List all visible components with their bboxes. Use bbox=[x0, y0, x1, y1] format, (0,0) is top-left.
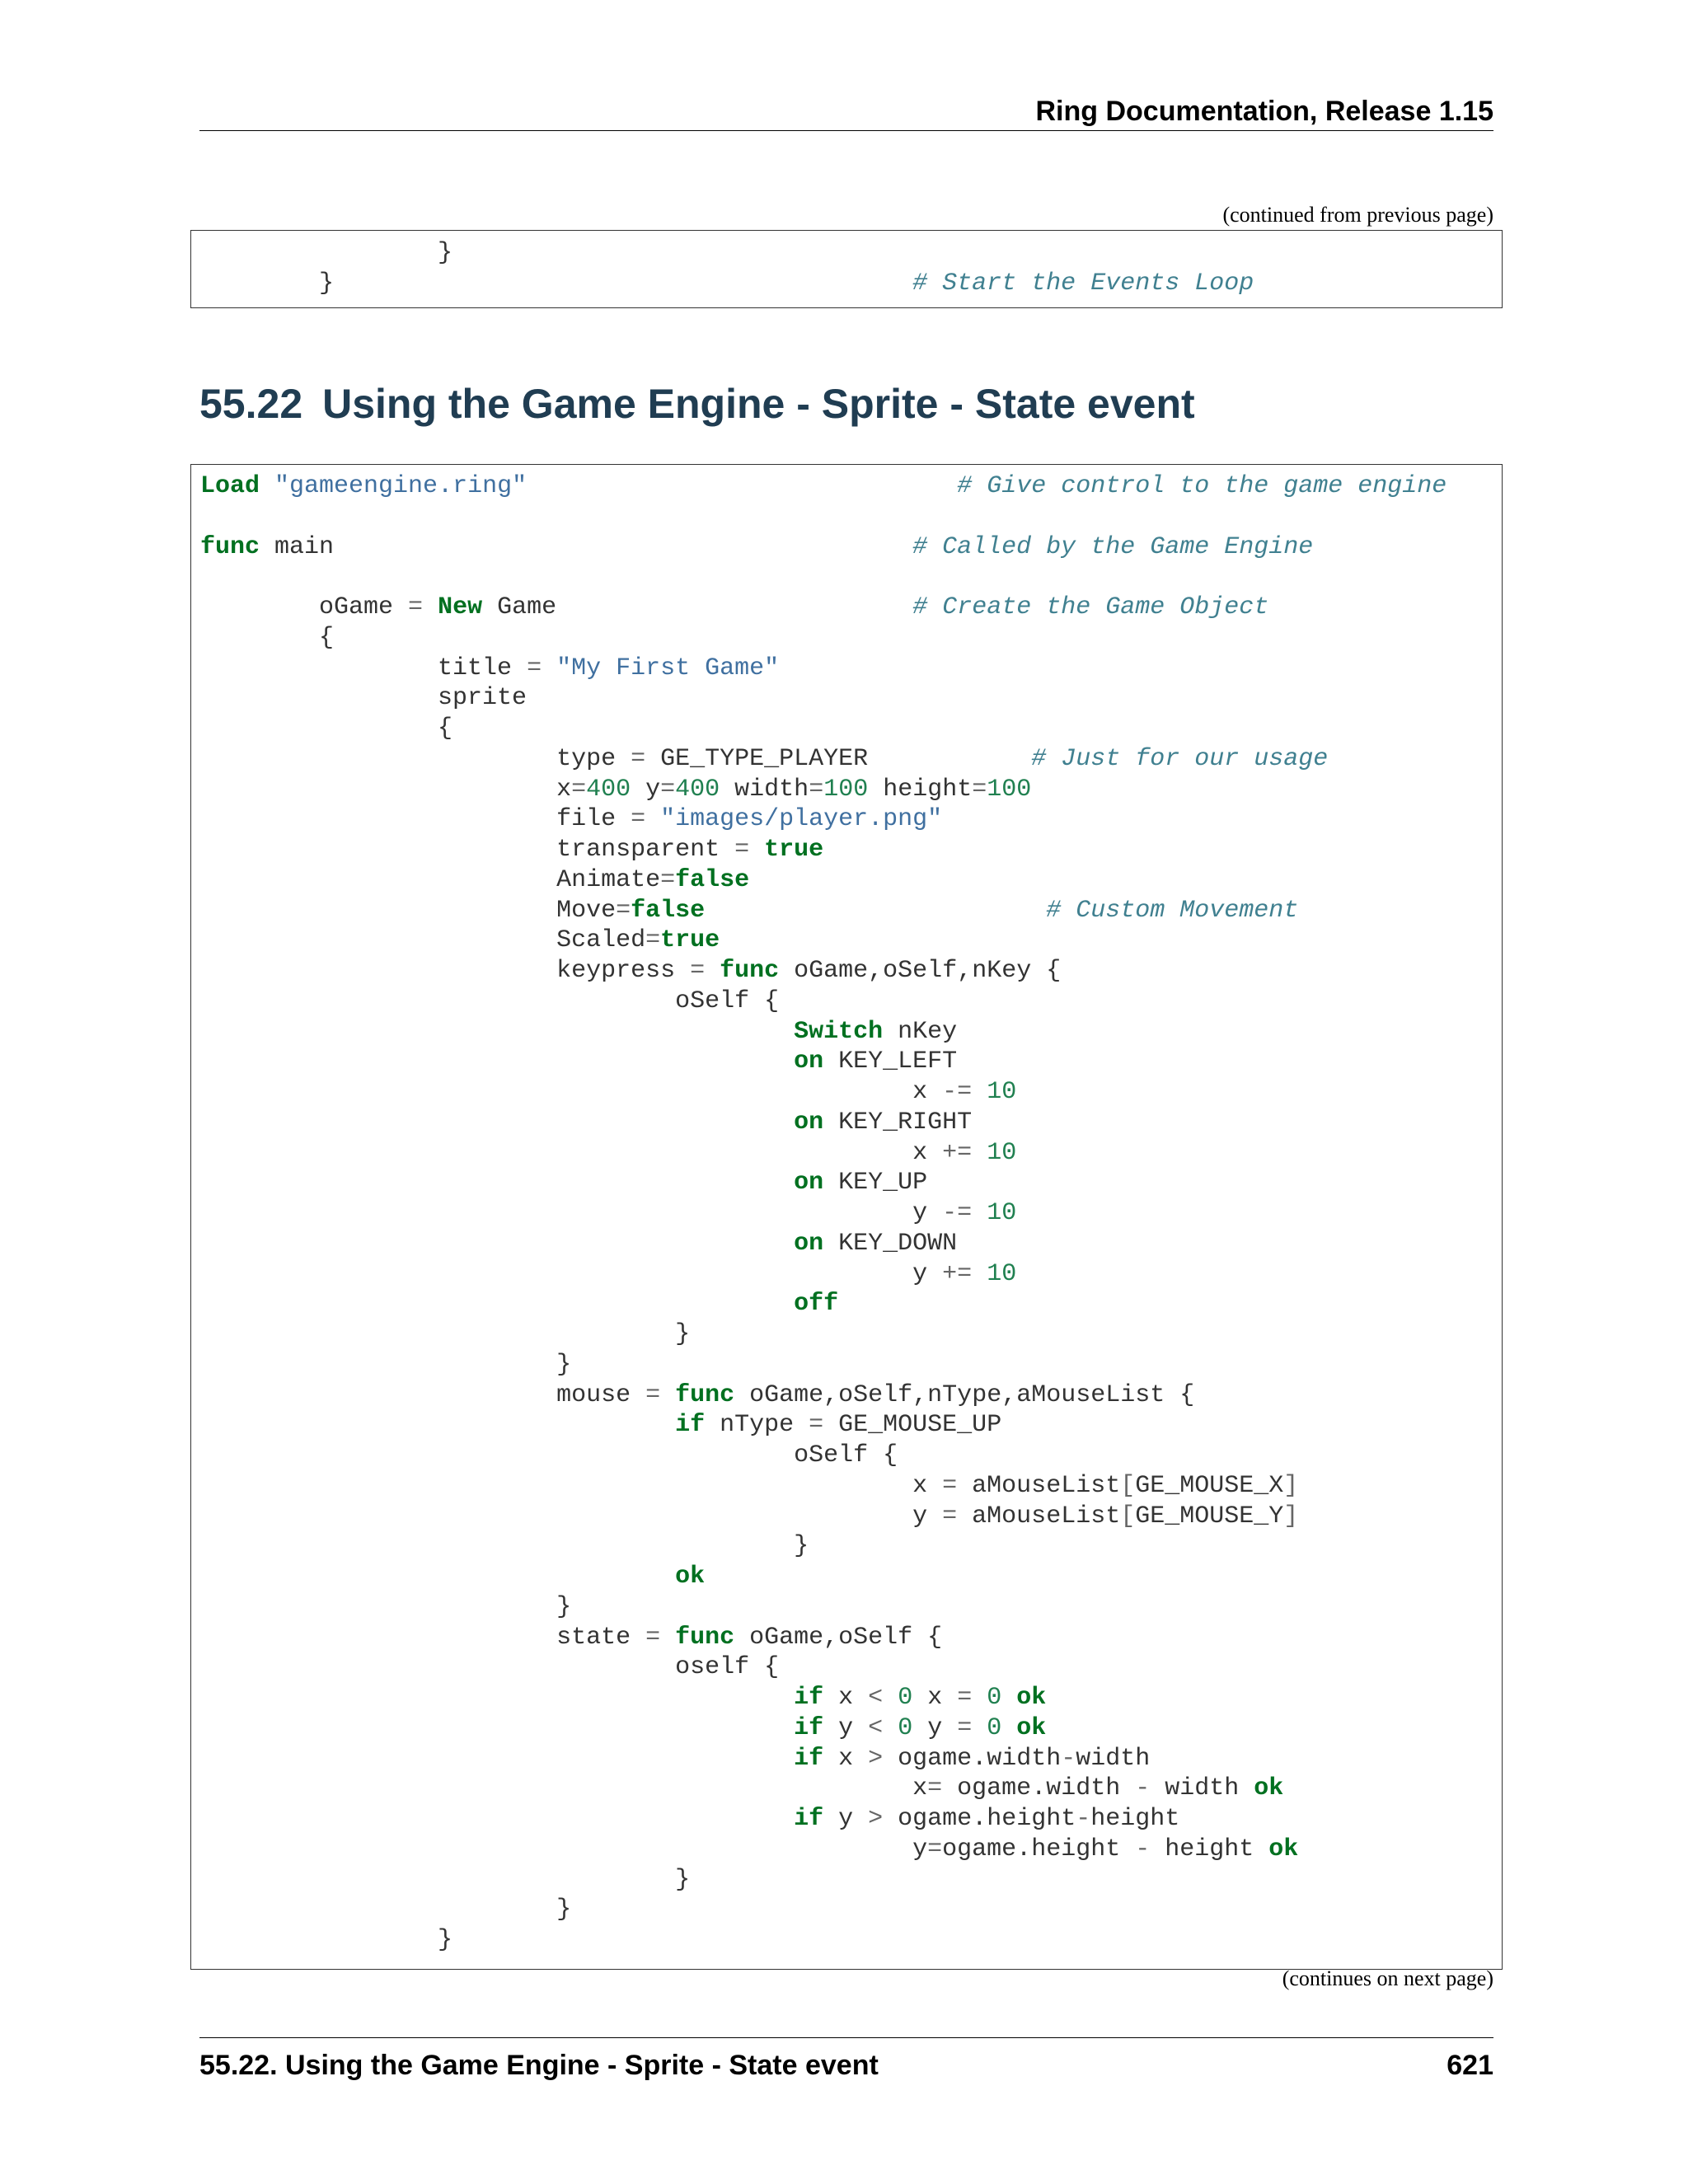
code-token: { bbox=[200, 715, 453, 743]
code-line bbox=[200, 1562, 1502, 1592]
code-token: if bbox=[794, 1684, 824, 1712]
code-token: } bbox=[200, 239, 453, 267]
code-line bbox=[200, 775, 1502, 805]
section-number: 55.22 bbox=[199, 381, 303, 427]
running-header: Ring Documentation, Release 1.15 bbox=[1035, 96, 1493, 127]
code-token: > bbox=[868, 1744, 884, 1773]
code-token: oGame bbox=[200, 593, 409, 621]
code-line bbox=[200, 1077, 1502, 1108]
code-token: } bbox=[200, 1532, 809, 1561]
code-line bbox=[200, 1319, 1502, 1350]
code-token: } bbox=[200, 1896, 572, 1924]
code-line bbox=[200, 804, 1502, 835]
code-token bbox=[527, 472, 957, 500]
code-line bbox=[200, 1047, 1502, 1077]
code-token: = bbox=[942, 1502, 958, 1530]
code-token: main bbox=[260, 532, 335, 561]
code-token bbox=[542, 654, 556, 682]
code-token bbox=[660, 1381, 675, 1409]
code-token: # Create the Game Object bbox=[912, 593, 1269, 621]
code-token: = bbox=[645, 1623, 661, 1652]
code-token: -= bbox=[942, 1199, 973, 1227]
code-token: ok bbox=[675, 1563, 706, 1591]
code-line bbox=[200, 623, 1502, 654]
code-token: "images/player.png" bbox=[660, 805, 943, 834]
code-token: if bbox=[675, 1411, 706, 1440]
code-token: x bbox=[912, 1684, 958, 1712]
code-line bbox=[200, 1744, 1502, 1774]
code-token bbox=[972, 1684, 987, 1712]
code-token: # Start the Events Loop bbox=[912, 269, 1254, 298]
footer-rule bbox=[199, 2037, 1493, 2038]
code-token: state bbox=[200, 1623, 646, 1652]
code-token bbox=[972, 1199, 987, 1227]
code-line bbox=[200, 1168, 1502, 1198]
code-token: mouse bbox=[200, 1380, 646, 1409]
code-token: } bbox=[200, 1350, 572, 1379]
code-line bbox=[200, 502, 1502, 532]
code-token: x bbox=[200, 1138, 943, 1167]
code-token: KEY_DOWN bbox=[823, 1229, 958, 1258]
code-line bbox=[200, 1835, 1502, 1865]
code-token bbox=[1001, 1684, 1016, 1712]
code-line bbox=[200, 1350, 1502, 1380]
code-token: width bbox=[720, 775, 809, 804]
code-line bbox=[200, 269, 1502, 299]
code-token: width bbox=[1150, 1774, 1254, 1803]
code-listing bbox=[191, 231, 1502, 299]
code-token: - bbox=[1135, 1835, 1151, 1863]
code-token: = bbox=[616, 896, 631, 925]
code-line bbox=[200, 1441, 1502, 1471]
code-token: false bbox=[631, 896, 706, 925]
code-token: 10 bbox=[987, 1199, 1017, 1227]
code-token: GE_TYPE_PLAYER bbox=[645, 744, 869, 773]
code-token: x bbox=[823, 1684, 869, 1712]
code-token: y bbox=[200, 1835, 928, 1863]
code-token: New bbox=[438, 593, 483, 621]
code-token: 0 bbox=[987, 1684, 1002, 1712]
code-token: func bbox=[720, 957, 780, 985]
code-line bbox=[200, 1380, 1502, 1411]
code-token: = bbox=[660, 865, 676, 894]
code-token bbox=[200, 1805, 794, 1833]
code-token: x bbox=[200, 1774, 928, 1803]
code-token: = bbox=[957, 1684, 973, 1712]
code-token: x bbox=[200, 1471, 943, 1500]
code-token: y bbox=[823, 1713, 869, 1742]
code-token: width bbox=[1076, 1744, 1151, 1773]
code-token: oself { bbox=[200, 1653, 780, 1682]
code-line bbox=[200, 683, 1502, 714]
code-token bbox=[334, 269, 912, 298]
code-token bbox=[423, 593, 438, 621]
code-line bbox=[200, 896, 1502, 926]
code-line bbox=[200, 926, 1502, 956]
code-token bbox=[200, 1563, 675, 1591]
code-token: y bbox=[200, 1259, 943, 1288]
code-token: KEY_UP bbox=[823, 1169, 928, 1197]
code-block-continued bbox=[190, 230, 1503, 308]
code-token: < bbox=[868, 1713, 884, 1742]
code-token: on bbox=[794, 1047, 824, 1076]
code-token: ok bbox=[1254, 1774, 1284, 1803]
code-token: ok bbox=[1016, 1713, 1047, 1742]
code-token: if bbox=[794, 1805, 824, 1833]
code-token bbox=[749, 836, 764, 864]
code-line bbox=[200, 593, 1502, 623]
code-token bbox=[556, 593, 912, 621]
code-token: = bbox=[809, 1411, 824, 1440]
code-token: - bbox=[1076, 1805, 1091, 1833]
code-token bbox=[200, 1290, 794, 1318]
code-token: func bbox=[675, 1623, 735, 1652]
code-token: # Just for our usage bbox=[1031, 744, 1329, 773]
code-token: GE_MOUSE_Y bbox=[1135, 1502, 1284, 1530]
code-token: ok bbox=[1268, 1835, 1299, 1863]
code-token: ] bbox=[1283, 1502, 1299, 1530]
code-token: y bbox=[200, 1199, 943, 1227]
code-token bbox=[645, 805, 660, 833]
code-token bbox=[200, 1684, 794, 1712]
code-token bbox=[200, 1745, 794, 1773]
code-token: = bbox=[927, 1774, 943, 1803]
code-token: = bbox=[942, 1471, 958, 1500]
code-token bbox=[705, 897, 1046, 925]
code-token: = bbox=[660, 775, 676, 804]
code-token: func bbox=[675, 1380, 735, 1409]
code-token bbox=[200, 1108, 794, 1137]
code-block-main bbox=[190, 464, 1503, 1970]
code-token: KEY_RIGHT bbox=[823, 1108, 973, 1137]
code-token bbox=[883, 1684, 898, 1712]
code-token: - bbox=[1135, 1774, 1151, 1803]
code-token: transparent bbox=[200, 836, 735, 864]
code-token: # Custom Movement bbox=[1046, 896, 1299, 925]
code-token: ogame.height bbox=[883, 1805, 1076, 1833]
code-token: x bbox=[823, 1744, 869, 1773]
code-token: += bbox=[942, 1259, 973, 1288]
code-line bbox=[200, 744, 1502, 775]
code-token: aMouseList bbox=[957, 1471, 1121, 1500]
code-line bbox=[200, 1017, 1502, 1047]
code-token: "gameengine.ring" bbox=[274, 472, 528, 500]
code-token: = bbox=[972, 775, 987, 804]
code-token: sprite bbox=[200, 684, 528, 713]
continues-on-note: (continues on next page) bbox=[1282, 1966, 1493, 1990]
continued-from-note: (continued from previous page) bbox=[1222, 203, 1493, 227]
code-token: nType bbox=[705, 1411, 809, 1440]
code-token bbox=[1001, 1714, 1016, 1742]
code-token: keypress bbox=[200, 957, 691, 985]
code-token: ogame.width bbox=[883, 1744, 1062, 1773]
code-token: 0 bbox=[898, 1684, 913, 1712]
code-token: y bbox=[200, 1502, 943, 1530]
code-line bbox=[200, 1531, 1502, 1562]
code-token: = bbox=[645, 1380, 661, 1409]
header-rule bbox=[199, 130, 1493, 131]
code-token: oSelf { bbox=[200, 987, 780, 1015]
code-token bbox=[868, 745, 1031, 773]
code-token: off bbox=[794, 1290, 839, 1319]
code-line bbox=[200, 1198, 1502, 1229]
code-token: = bbox=[631, 805, 646, 834]
code-line bbox=[200, 1289, 1502, 1319]
code-token: type bbox=[200, 744, 631, 773]
code-token bbox=[972, 1260, 987, 1288]
code-line bbox=[200, 1652, 1502, 1683]
code-token: 10 bbox=[987, 1259, 1017, 1288]
code-token: { bbox=[200, 623, 335, 652]
code-token bbox=[705, 957, 720, 985]
code-token: [ bbox=[1120, 1471, 1136, 1500]
code-token: } bbox=[200, 1926, 453, 1954]
code-token: = bbox=[645, 926, 661, 955]
code-line bbox=[200, 1865, 1502, 1896]
code-line bbox=[200, 1895, 1502, 1925]
code-token bbox=[972, 1139, 987, 1167]
code-token: if bbox=[794, 1744, 824, 1773]
code-token: -= bbox=[942, 1078, 973, 1106]
code-token: [ bbox=[1120, 1502, 1136, 1530]
code-token: 100 bbox=[987, 775, 1032, 804]
code-token: false bbox=[675, 865, 750, 894]
code-token: x bbox=[200, 1078, 943, 1106]
code-token: ] bbox=[1283, 1471, 1299, 1500]
code-line bbox=[200, 1804, 1502, 1835]
code-token bbox=[200, 1411, 675, 1439]
code-token: > bbox=[868, 1805, 884, 1833]
code-token: on bbox=[794, 1108, 824, 1137]
code-line bbox=[200, 987, 1502, 1017]
code-token: 400 bbox=[586, 775, 631, 804]
code-token: GE_MOUSE_UP bbox=[823, 1411, 1002, 1440]
code-token: nKey bbox=[883, 1017, 958, 1046]
code-line bbox=[200, 714, 1502, 744]
code-token bbox=[200, 1230, 794, 1258]
code-token: } bbox=[200, 1320, 691, 1348]
code-line bbox=[200, 1774, 1502, 1804]
code-line bbox=[200, 1138, 1502, 1169]
code-token: "My First Game" bbox=[556, 654, 780, 682]
code-token: 10 bbox=[987, 1138, 1017, 1167]
code-line bbox=[200, 1259, 1502, 1290]
code-line bbox=[200, 835, 1502, 865]
code-token: } bbox=[200, 269, 335, 298]
code-token: oGame,oSelf { bbox=[734, 1623, 943, 1652]
code-token: # Give control to the game engine bbox=[957, 472, 1447, 500]
code-token: = bbox=[690, 957, 706, 985]
code-line bbox=[200, 238, 1502, 269]
code-line bbox=[200, 1502, 1502, 1532]
code-token: = bbox=[927, 1835, 943, 1863]
code-token: y bbox=[823, 1805, 869, 1833]
code-token: 0 bbox=[898, 1713, 913, 1742]
code-line bbox=[200, 532, 1502, 563]
code-token: = bbox=[809, 775, 824, 804]
code-token: Switch bbox=[794, 1017, 884, 1046]
code-token: on bbox=[794, 1169, 824, 1197]
code-token bbox=[200, 1169, 794, 1197]
code-token: height bbox=[1150, 1835, 1269, 1863]
code-token: KEY_LEFT bbox=[823, 1047, 958, 1076]
code-token: height bbox=[1090, 1805, 1180, 1833]
code-token: true bbox=[764, 836, 824, 864]
code-token bbox=[334, 533, 912, 561]
code-token: ogame.height bbox=[942, 1835, 1136, 1863]
code-token: GE_MOUSE_X bbox=[1135, 1471, 1284, 1500]
code-token: 100 bbox=[823, 775, 869, 804]
code-token bbox=[200, 1047, 794, 1076]
page-number: 621 bbox=[1447, 2050, 1493, 2081]
code-line bbox=[200, 1229, 1502, 1259]
code-line bbox=[200, 562, 1502, 593]
code-token: if bbox=[794, 1713, 824, 1742]
code-token: = bbox=[527, 654, 542, 682]
code-token: Animate bbox=[200, 865, 661, 894]
code-line bbox=[200, 654, 1502, 684]
code-token: Scaled bbox=[200, 926, 646, 955]
code-token: = bbox=[734, 836, 750, 864]
code-token bbox=[260, 472, 274, 500]
code-token: true bbox=[660, 926, 720, 955]
code-token: } bbox=[200, 1865, 691, 1894]
code-token: Move bbox=[200, 896, 617, 925]
code-token bbox=[972, 1714, 987, 1742]
code-token: - bbox=[1061, 1744, 1076, 1773]
code-line bbox=[200, 1471, 1502, 1502]
code-token: oSelf { bbox=[200, 1441, 898, 1469]
code-line bbox=[200, 1683, 1502, 1713]
running-footer bbox=[199, 2046, 1493, 2084]
code-token: Load bbox=[200, 472, 260, 500]
code-token: < bbox=[868, 1684, 884, 1712]
code-token: = bbox=[631, 744, 646, 773]
code-token: file bbox=[200, 805, 631, 834]
code-line bbox=[200, 1592, 1502, 1623]
code-token: # Called by the Game Engine bbox=[912, 532, 1314, 561]
code-token: y bbox=[631, 775, 661, 804]
code-token: += bbox=[942, 1138, 973, 1167]
code-line bbox=[200, 956, 1502, 987]
code-token: title bbox=[200, 654, 528, 682]
code-token: = bbox=[408, 593, 424, 621]
code-token: func bbox=[200, 532, 260, 561]
code-token bbox=[200, 1714, 794, 1742]
footer-section-label: 55.22. Using the Game Engine - Sprite - State event bbox=[199, 2050, 879, 2081]
code-token: = bbox=[957, 1713, 973, 1742]
code-token: Game bbox=[482, 593, 557, 621]
code-line bbox=[200, 1108, 1502, 1138]
code-token: oGame,oSelf,nType,aMouseList { bbox=[734, 1380, 1195, 1409]
code-token: on bbox=[794, 1229, 824, 1258]
code-token: ok bbox=[1016, 1684, 1047, 1712]
code-token: } bbox=[200, 1592, 572, 1621]
code-line bbox=[200, 865, 1502, 896]
code-token: 10 bbox=[987, 1078, 1017, 1106]
code-token: = bbox=[571, 775, 587, 804]
code-token: aMouseList bbox=[957, 1502, 1121, 1530]
code-token: y bbox=[912, 1713, 958, 1742]
code-token bbox=[200, 1018, 794, 1046]
code-token bbox=[660, 1624, 675, 1652]
code-line bbox=[200, 471, 1502, 502]
code-line bbox=[200, 1925, 1502, 1956]
code-token: 400 bbox=[675, 775, 720, 804]
code-listing bbox=[191, 465, 1502, 1956]
code-line bbox=[200, 1623, 1502, 1653]
code-token: x bbox=[200, 775, 572, 804]
code-token: ogame.width bbox=[942, 1774, 1136, 1803]
code-token: 0 bbox=[987, 1713, 1002, 1742]
code-token: oGame,oSelf,nKey { bbox=[779, 957, 1062, 985]
code-token: height bbox=[868, 775, 973, 804]
code-token bbox=[883, 1714, 898, 1742]
section-heading bbox=[199, 375, 1493, 433]
code-token bbox=[972, 1078, 987, 1106]
code-line bbox=[200, 1410, 1502, 1441]
section-title: Using the Game Engine - Sprite - State event bbox=[322, 381, 1195, 427]
code-line bbox=[200, 1713, 1502, 1744]
